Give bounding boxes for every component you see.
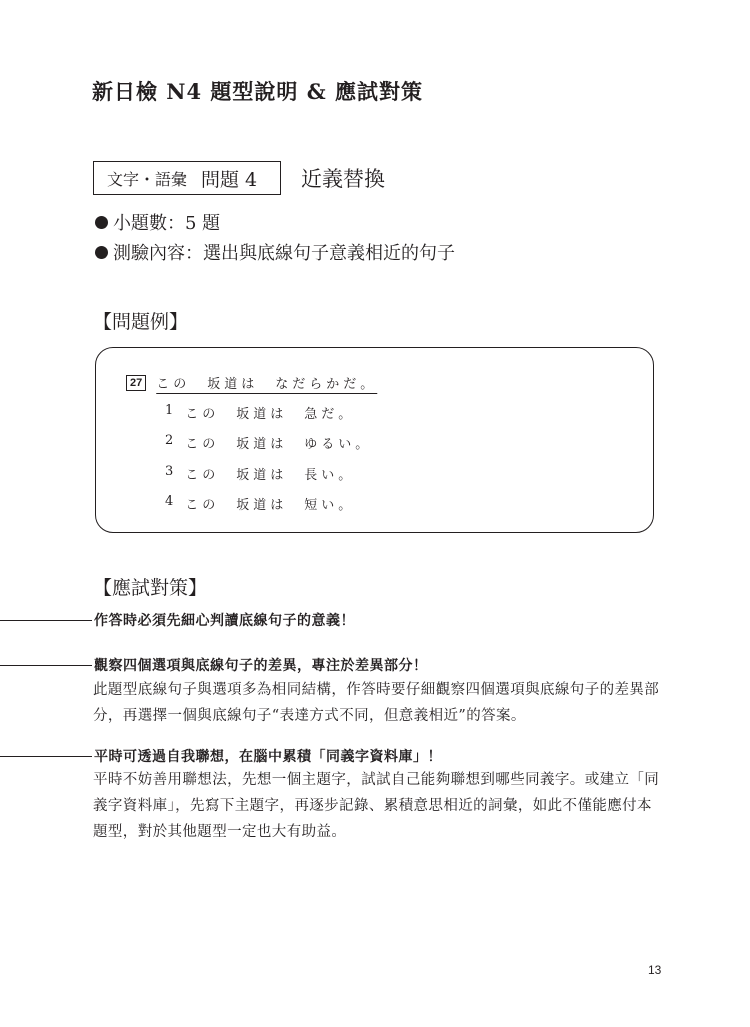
bullet-item: [93, 209, 220, 235]
bullet-item: [93, 239, 455, 265]
question-number: 27: [126, 375, 146, 391]
bullet-dot-icon: [95, 216, 108, 229]
page-title: 新日檢 N4 題型說明 & 應試對策: [92, 79, 424, 104]
tip-body: 平時不妨善用聯想法，先想一個主題字，試試自己能夠聯想到哪些同義字。或建立「同義字資料庫」，先寫下主題字，再逐步記錄、累積意思相近的詞彙，如此不僅能應付本題型，對於其他題型一定也大有助益。: [93, 772, 660, 840]
section-category: 文字・語彙: [107, 169, 188, 189]
answer-option: [165, 464, 355, 483]
option-number: 4: [165, 494, 174, 509]
option-text: この 坂道は 短い。: [185, 498, 356, 513]
answer-option: [165, 494, 355, 513]
option-number: 3: [165, 464, 174, 479]
option-number: 1: [165, 403, 174, 418]
option-text: この 坂道は ゆるい。: [185, 437, 373, 452]
strategy-heading: 【應試對策】: [93, 577, 208, 599]
page-number: 13: [648, 963, 662, 977]
tip-rule: [0, 665, 92, 666]
tip-body: 此題型底線句子與選項多為相同結構，作答時要仔細觀察四個選項與底線句子的差異部分，再選擇一個與底線句子“表達方式不同，但意義相近”的答案。: [93, 682, 660, 724]
answer-option: [165, 403, 355, 422]
bullet-text: 測驗內容：選出與底線句子意義相近的句子: [113, 243, 455, 264]
section-problem: 問題 4: [201, 168, 258, 191]
bullet-text: 小題數：5 題: [113, 213, 221, 234]
question-row: [126, 373, 377, 392]
bullet-dot-icon: [95, 246, 108, 259]
tip-rule: [0, 756, 92, 757]
tip-rule: [0, 620, 92, 621]
answer-option: [165, 433, 372, 452]
tip-title: 平時可透過自我聯想，在腦中累積「同義字資料庫」！: [94, 749, 442, 765]
section-title: 近義替換: [301, 167, 385, 191]
option-number: 2: [165, 433, 174, 448]
example-heading: 【問題例】: [93, 311, 189, 333]
question-stem: この 坂道は なだらかだ。: [156, 377, 378, 392]
section-label-box: [93, 161, 281, 195]
tip-title: 作答時必須先細心判讀底線句子的意義！: [94, 613, 355, 629]
option-text: この 坂道は 急だ。: [185, 407, 356, 422]
option-text: この 坂道は 長い。: [185, 468, 356, 483]
tip-title: 觀察四個選項與底線句子的差異，專注於差異部分！: [94, 658, 428, 674]
